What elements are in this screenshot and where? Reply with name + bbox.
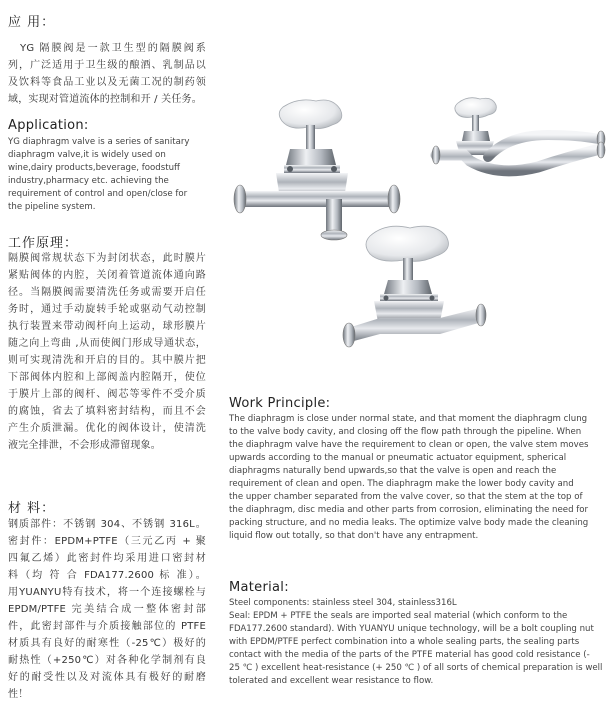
text-line: industry,pharmacy etc. achieving the [8,176,169,186]
text-line: 材质具有良好的耐寒性（-25℃）极好的 [8,638,206,649]
text-line: 25 ℃ ) excellent heat-resistance (+ 250 ℃ ) of all sorts of chemical preparation is well [229,663,603,673]
text-line: 列，广泛适用于卫生级的酿酒、乳制品以 [8,60,206,71]
text-line: 随之向上弯曲 ,从而使阀门形成导通状态， [8,338,206,349]
text-line: tolerated and excellent wear resistance to flow. [229,676,434,686]
text-line: 径。当隔膜阀需要清洗任务或需要开启任 [8,287,206,298]
work-principle-en-title: Work Principle: [229,396,331,411]
text-line: 域，实现对管道流体的控制和开 / 关任务。 [8,94,202,105]
text-line: 及饮料等食品工业以及无菌工况的制药领 [8,77,206,88]
text-line: requirement of clean and open. The diaphragm make the lower body cavity and [229,479,574,489]
text-line: the diaphragm valve have the requirement to clean or open, the valve stem moves [229,440,589,450]
text-line: the upper chamber separated from the valve cover, so that the stem at the top of [229,492,583,502]
application-en-title: Application: [8,118,89,133]
text-line: the pipeline system. [8,202,96,212]
text-line: to the valve body cavity, and closing off the flow path through the pipeline. When [229,427,582,437]
text-line: liquid flow out totally, so that don't have any entrapment. [229,531,479,541]
text-line: 则可实现清洗和开启的目的。其中膜片把 [8,355,206,366]
text-line: EPDM/PTFE 完美结合成一整体密封部 [8,604,206,615]
text-line: 料（均 符 合 FDA177.2600 标 准）。 [8,570,206,581]
text-line: 密封件：EPDM+PTFE（三元乙丙 + 聚 [8,536,206,547]
u-bend-diaphragm-valve-image [428,95,608,180]
application-cn-title: 应 用： [8,15,56,30]
application-en-text [8,136,208,214]
work-principle-cn-text [8,250,206,454]
text-line: Seal: EPDM + PTFE the seals are imported seal material (which conform to the [229,611,568,621]
text-line: 务时，通过手动旋转手轮或驱动气动控制 [8,304,206,315]
text-line: 执行装置来带动阀杆向上运动，球形膜片 [8,321,206,332]
text-line: 下部阀体内腔和上部阀盖内腔隔开，使位 [8,372,206,383]
material-cn-title: 材 料： [8,501,56,516]
text-line: FDA177.2600 standard). With YUANYU unique technology, will be a bolt coupling nut [229,624,594,634]
straight-diaphragm-valve-image [340,222,490,352]
text-line: diaphragms naturally bend upwards,so that the valve is open and reach the [229,466,557,476]
work-principle-en-text [229,413,609,543]
material-cn-text [8,516,206,703]
text-line: 产生介质泄漏。优化的阀体设计，使清洗 [8,423,206,434]
text-line: YG 隔膜阀是一款卫生型的隔膜阀系 [8,43,206,54]
text-line: requirement of control and open/close for [8,189,188,199]
text-line: 性！ [8,689,29,700]
text-line: 钢质部件：不锈钢 304、不锈钢 316L。 [8,519,206,530]
text-line: packing structure, and no media leaks. The optimize valve body made the cleaning [229,518,589,528]
text-line: wine,dairy products,beverage, foodstuff [8,163,180,173]
text-line: upwards according to the manual or pneumatic actuator equipment, spherical [229,453,567,463]
text-line: The diaphragm is close under normal state, and that moment the diaphragm clung [229,414,588,424]
text-line: with EPDM/PTFE perfect combination into a whole sealing parts, the sealing parts [229,637,580,647]
text-line: diaphragm valve,it is widely used on [8,150,166,160]
material-en-text [229,597,609,688]
text-line: 用YUANYU特有技术，将一个连接螺栓与 [8,587,206,598]
text-line: YG diaphragm valve is a series of sanitary [8,137,190,147]
text-line: 紧贴阀体的内腔，关闭着管道流体通向路 [8,270,206,281]
text-line: contact with the media of the parts of the PTFE material has good cold resistance (- [229,650,590,660]
text-line: 四氟乙烯）此密封件均采用进口密封材 [8,553,206,564]
material-en-title: Material: [229,580,289,595]
text-line: 液完全排泄，不会形成滞留现象。 [8,440,161,451]
text-line: 隔膜阀常规状态下为封闭状态，此时膜片 [8,253,206,264]
text-line: the diaphragm, disc media and other parts from corrosion, eliminating the need for [229,505,589,515]
application-cn-text [8,40,206,108]
text-line: 的腐蚀，省去了填料密封结构，而且不会 [8,406,206,417]
text-line: 耐热性（+250℃）对各种化学制剂有良 [8,655,206,666]
text-line: 件，此密封部件与介质接触部位的 PTFE [8,621,206,632]
text-line: Steel components: stainless steel 304, stainless316L [229,598,457,608]
text-line: 好的耐受性以及对流体具有极好的耐磨 [8,672,206,683]
text-line: 于膜片上部的阀杆、阀芯等零件不受介质 [8,389,206,400]
work-principle-cn-title: 工作原理： [8,236,79,251]
